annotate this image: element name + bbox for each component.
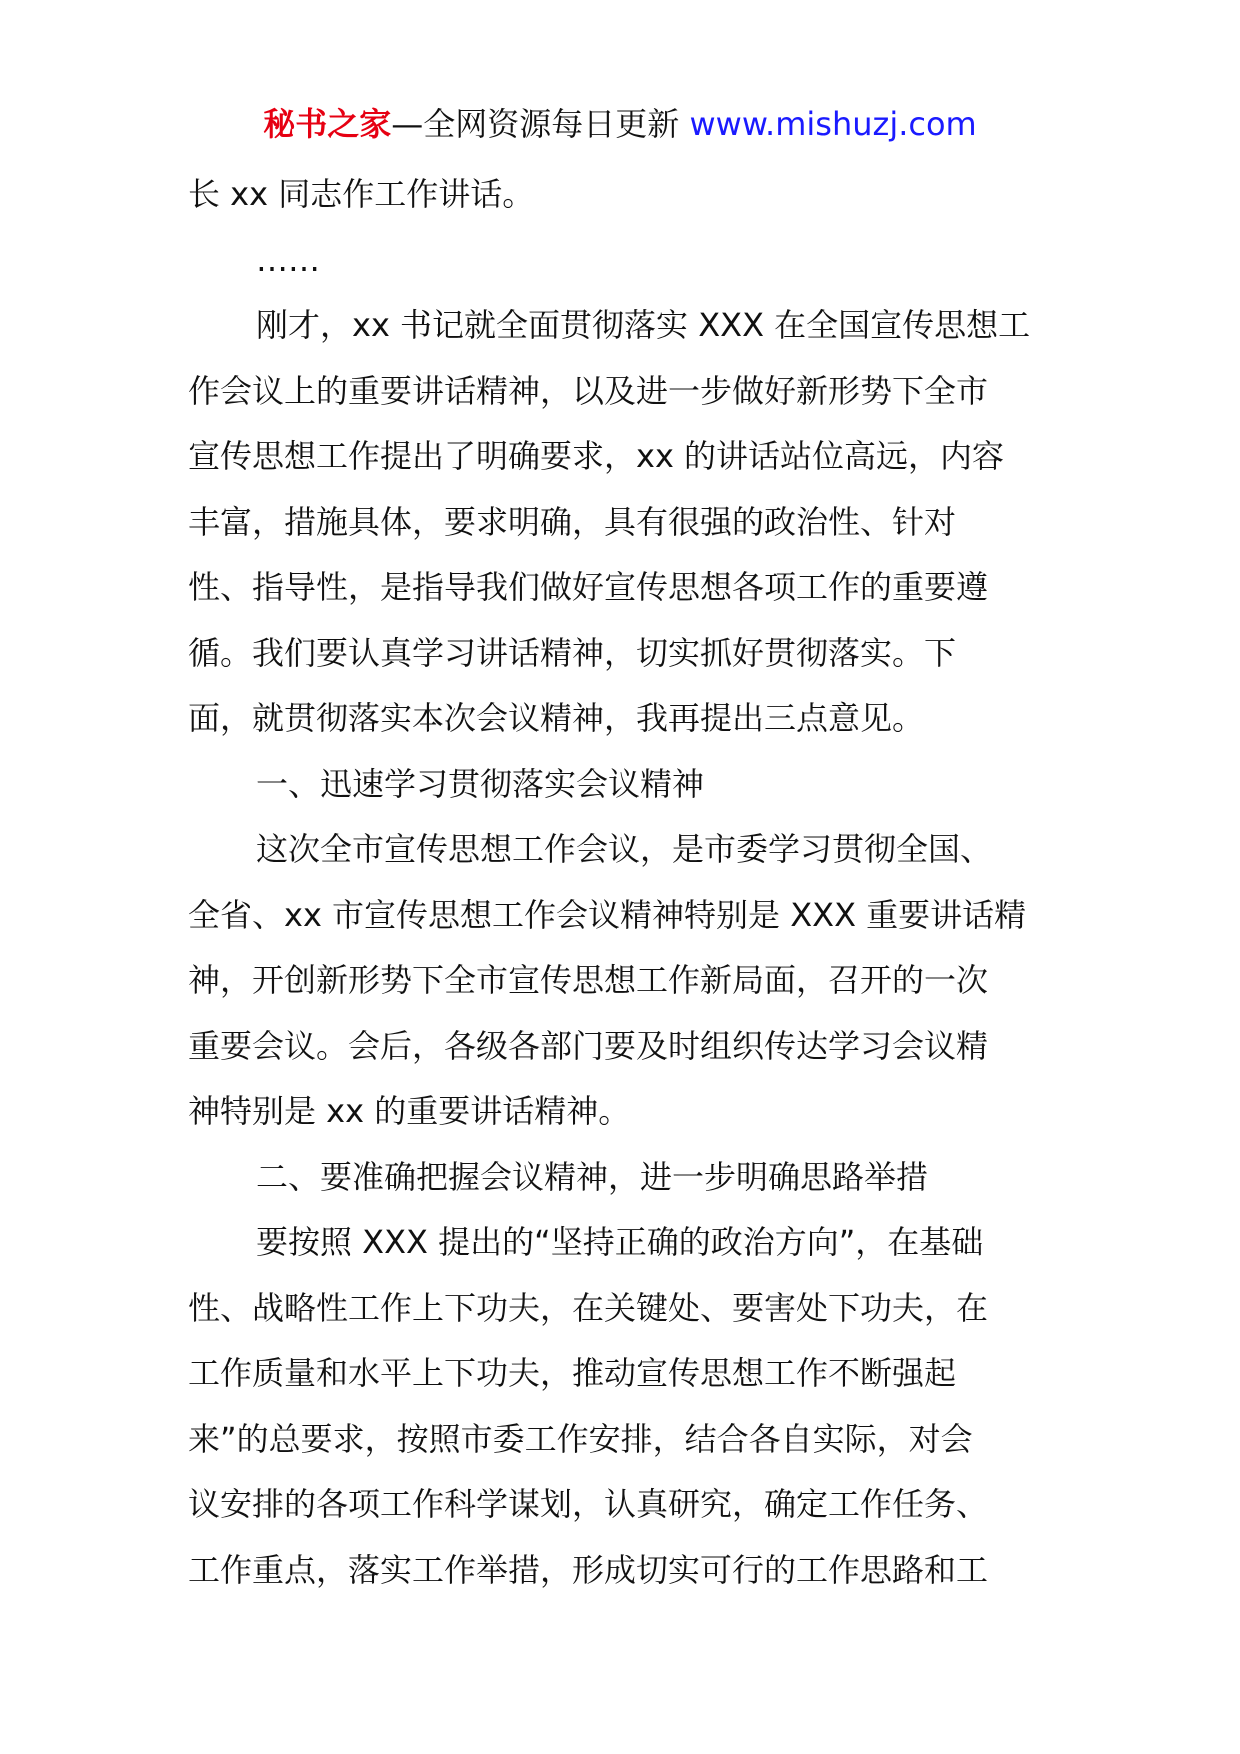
text-line: 神，开创新形势下全市宣传思想工作新局面，召开的一次 — [188, 961, 989, 999]
text-line: 工作质量和水平上下功夫，推动宣传思想工作不断强起 — [188, 1354, 957, 1392]
text-line: 丰富，措施具体，要求明确，具有很强的政治性、针对 — [188, 502, 957, 541]
text-line: …… — [256, 240, 320, 279]
text-line: 作会议上的重要讲话精神，以及进一步做好新形势下全市 — [188, 371, 989, 410]
header-tagline: —全网资源每日更新 — [391, 105, 690, 143]
site-url-link[interactable]: www.mishuzj.com — [689, 105, 977, 143]
text-line: 全省、xx 市宣传思想工作会议精神特别是 XXX 重要讲话精 — [188, 895, 1027, 934]
text-line: 要按照 XXX 提出的“坚持正确的政治方向”，在基础 — [256, 1223, 984, 1261]
text-line: 性、指导性，是指导我们做好宣传思想各项工作的重要遵 — [188, 568, 989, 606]
text-line: 刚才，xx 书记就全面贯彻落实 XXX 在全国宣传思想工 — [256, 306, 1031, 344]
text-line: 重要会议。会后，各级各部门要及时组织传达学习会议精 — [188, 1026, 989, 1065]
text-line: 工作重点，落实工作举措，形成切实可行的工作思路和工 — [188, 1550, 989, 1589]
text-line: 面，就贯彻落实本次会议精神，我再提出三点意见。 — [188, 699, 925, 737]
section-heading: 一、迅速学习贯彻落实会议精神 — [256, 764, 705, 803]
text-line: 循。我们要认真学习讲话精神，切实抓好贯彻落实。下 — [188, 633, 957, 672]
section-heading: 二、要准确把握会议精神，进一步明确思路举措 — [256, 1157, 929, 1196]
page-header — [0, 100, 1240, 148]
text-line: 性、战略性工作上下功夫，在关键处、要害处下功夫，在 — [188, 1288, 989, 1327]
text-line: 神特别是 xx 的重要讲话精神。 — [188, 1092, 631, 1130]
text-line: 来”的总要求，按照市委工作安排，结合各自实际，对会 — [188, 1419, 973, 1458]
brand-name: 秘书之家 — [263, 105, 392, 143]
text-line: 议安排的各项工作科学谋划，认真研究，确定工作任务、 — [188, 1485, 989, 1523]
text-line: 这次全市宣传思想工作会议，是市委学习贯彻全国、 — [256, 830, 993, 868]
text-line: 宣传思想工作提出了明确要求，xx 的讲话站位高远，内容 — [188, 437, 1005, 475]
document-body — [188, 162, 1063, 1603]
text-line: 长 xx 同志作工作讲话。 — [188, 175, 535, 213]
